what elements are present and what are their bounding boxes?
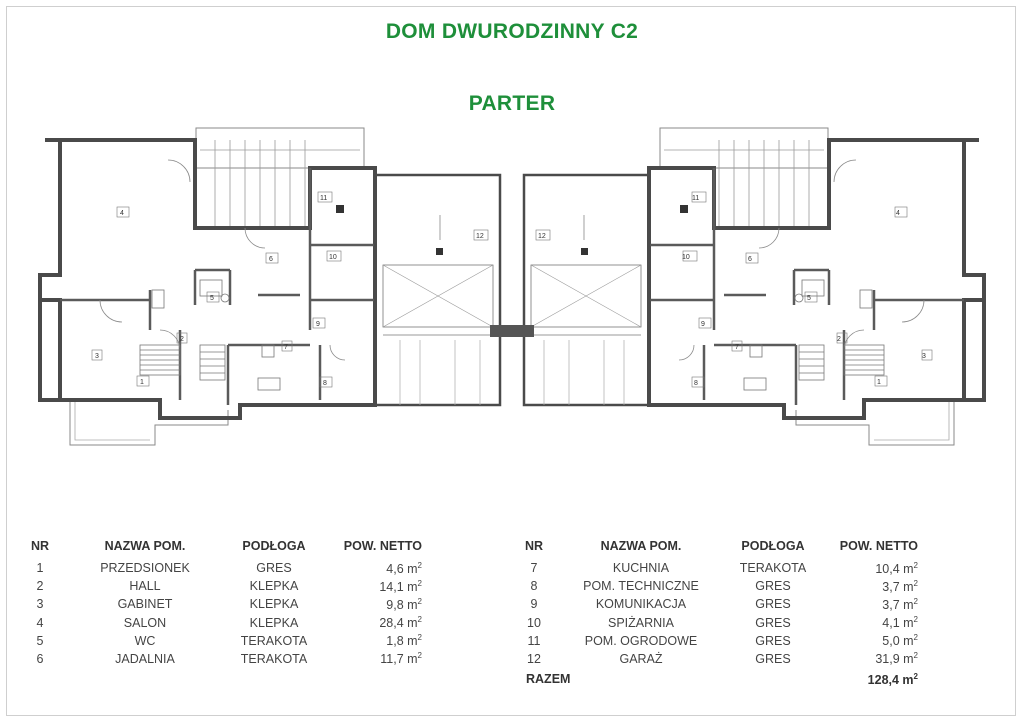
room-label: 12 (476, 233, 484, 240)
cell-name: SPIŻARNIA (608, 615, 674, 630)
cell-name: POM. OGRODOWE (584, 633, 698, 648)
cell-name: KOMUNIKACJA (595, 597, 687, 612)
room-label: 2 (180, 336, 184, 343)
room-label: 12 (538, 233, 546, 240)
room-label: 11 (320, 195, 328, 202)
total-row (518, 668, 918, 688)
room-label: 6 (748, 256, 752, 263)
room-label: 7 (735, 344, 739, 351)
room-label: 10 (329, 254, 337, 261)
cell-nr: 10 (527, 615, 541, 630)
table-row (24, 650, 422, 668)
cell-area: 3,7 $m^2$ (882, 578, 918, 594)
table-row (24, 595, 422, 613)
cell-area: 1,8 $m^2$ (386, 633, 422, 649)
cell-floor: TERAKOTA (240, 633, 308, 648)
cell-nr: 6 (36, 652, 44, 667)
cell-floor: GRES (256, 561, 292, 576)
col-nr: NR (524, 539, 544, 553)
plan-left-unit (40, 128, 500, 445)
cell-nr: 5 (36, 633, 44, 648)
table-row (24, 577, 422, 595)
room-label: 7 (284, 344, 288, 351)
cell-name: SALON (123, 615, 167, 630)
table-row (24, 559, 422, 577)
col-floor: PODŁOGA (242, 539, 306, 553)
rooms-table-left (24, 539, 422, 668)
room-label: 10 (682, 254, 690, 261)
cell-name: POM. TECHNICZNE (583, 579, 699, 594)
cell-floor: KLEPKA (249, 597, 299, 612)
room-label: 1 (140, 379, 144, 386)
cell-area: 14,1 $m^2$ (379, 578, 422, 594)
cell-nr: 3 (36, 597, 44, 612)
room-label: 9 (316, 321, 320, 328)
page-title: DOM DWURODZINNY C2 (385, 20, 639, 43)
cell-floor: KLEPKA (249, 615, 299, 630)
cell-floor: GRES (755, 615, 791, 630)
cell-floor: GRES (755, 633, 791, 648)
cell-name: WC (134, 633, 156, 648)
room-label: 5 (807, 295, 811, 302)
cell-nr: 11 (527, 633, 541, 648)
table-row (518, 650, 918, 668)
room-labels-left (95, 195, 484, 387)
cell-area: 9,8 $m^2$ (386, 596, 422, 613)
room-label: 4 (120, 210, 124, 217)
col-name: NAZWA POM. (600, 539, 682, 553)
cell-area: 5,0 $m^2$ (882, 633, 918, 649)
col-floor: PODŁOGA (741, 539, 805, 553)
cell-name: JADALNIA (115, 652, 175, 667)
room-label: 3 (922, 353, 926, 360)
cell-nr: 2 (36, 579, 44, 594)
cell-area: 4,6 $m^2$ (386, 560, 422, 576)
col-area: POW. NETTO (343, 539, 422, 553)
cell-floor: TERAKOTA (739, 561, 807, 576)
cell-nr: 7 (530, 561, 538, 576)
cell-area: 28,4 $m^2$ (379, 615, 422, 631)
cell-name: HALL (129, 579, 161, 594)
table-row (518, 559, 918, 577)
col-area: POW. NETTO (839, 539, 918, 553)
cell-area: 31,9 $m^2$ (875, 651, 918, 667)
room-label: 9 (701, 321, 705, 328)
cell-name: GARAŻ (619, 652, 663, 667)
cell-nr: 12 (527, 652, 541, 667)
plan-right-unit (524, 128, 984, 445)
table-row (518, 614, 918, 632)
cell-floor: TERAKOTA (240, 652, 308, 667)
table-header-row (518, 539, 918, 559)
room-label: 6 (269, 256, 273, 263)
room-label: 5 (210, 295, 214, 302)
garage-partition (490, 325, 534, 337)
table-row (24, 614, 422, 632)
cell-area: 3,7 $m^2$ (882, 596, 918, 613)
room-label: 3 (95, 353, 99, 360)
rooms-table-right (518, 539, 918, 688)
cell-floor: GRES (755, 579, 791, 594)
total-area: 128,4 $m^2$ (867, 671, 918, 687)
room-label: 1 (877, 379, 881, 386)
col-nr: NR (30, 539, 50, 553)
room-label: 8 (323, 380, 327, 387)
table-row (518, 577, 918, 595)
cell-name: KUCHNIA (612, 561, 670, 576)
table-row (518, 632, 918, 650)
cell-name: PRZEDSIONEK (100, 561, 190, 576)
cell-nr: 8 (530, 579, 538, 594)
cell-area: 11,7 $m^2$ (380, 651, 422, 667)
col-name: NAZWA POM. (104, 539, 186, 553)
table-row (518, 595, 918, 613)
room-label: 8 (694, 380, 698, 387)
cell-area: 10,4 $m^2$ (875, 560, 918, 576)
table-row (24, 632, 422, 650)
cell-floor: GRES (755, 652, 791, 667)
room-label: 11 (692, 195, 700, 202)
cell-floor: KLEPKA (249, 579, 299, 594)
floor-subtitle: PARTER (468, 92, 556, 115)
cell-nr: 1 (36, 561, 44, 576)
cell-floor: GRES (755, 597, 791, 612)
total-label: RAZEM (526, 672, 571, 687)
room-label: 4 (896, 210, 900, 217)
cell-nr: 9 (530, 597, 538, 612)
table-header-row (24, 539, 422, 559)
cell-nr: 4 (36, 615, 44, 630)
cell-area: 4,1 $m^2$ (882, 615, 918, 631)
room-labels-right (538, 195, 926, 387)
room-label: 2 (837, 336, 841, 343)
cell-name: GABINET (117, 597, 173, 612)
